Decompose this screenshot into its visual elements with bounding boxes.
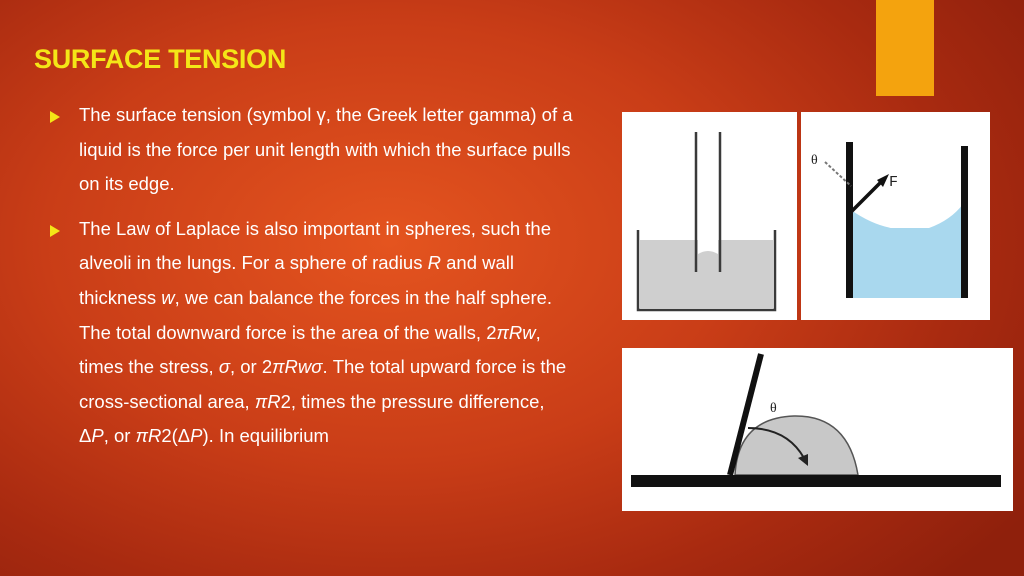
theta-label: θ [811,153,818,168]
bullet-text: The surface tension (symbol γ, the Greek letter gamma) of a liquid is the force per unit length with which the surface pulls on its edge. [79,104,573,195]
bullet-text: The Law of Laplace is also important in spheres, such the alveoli in the lungs. For a sphere of radius R and wall thickness w, we can balance the forces in the half sphere. The total downward force is the area of the walls, 2πRw, times the stress, σ, or 2πRwσ. The total upward force is the cross-sectional area, πR2, times the pressure difference, ΔP, or πR2(ΔP). In equilibrium [79,217,567,447]
bullet-item [50,212,590,454]
contact-angle-diagram [622,348,1013,511]
capillary-figure [622,112,797,320]
bullet-arrow-icon [50,111,60,123]
force-label: F [889,174,899,191]
contact-angle-figure [622,348,1013,511]
meniscus-figure [801,112,990,320]
accent-bar [876,0,934,96]
bullet-arrow-icon [50,225,60,237]
capillary-diagram [622,112,797,320]
bullet-item [50,98,590,202]
theta-label: θ [770,401,777,416]
bullet-list [50,98,590,464]
meniscus-diagram [801,112,990,320]
slide-title: SURFACE TENSION [34,44,287,74]
